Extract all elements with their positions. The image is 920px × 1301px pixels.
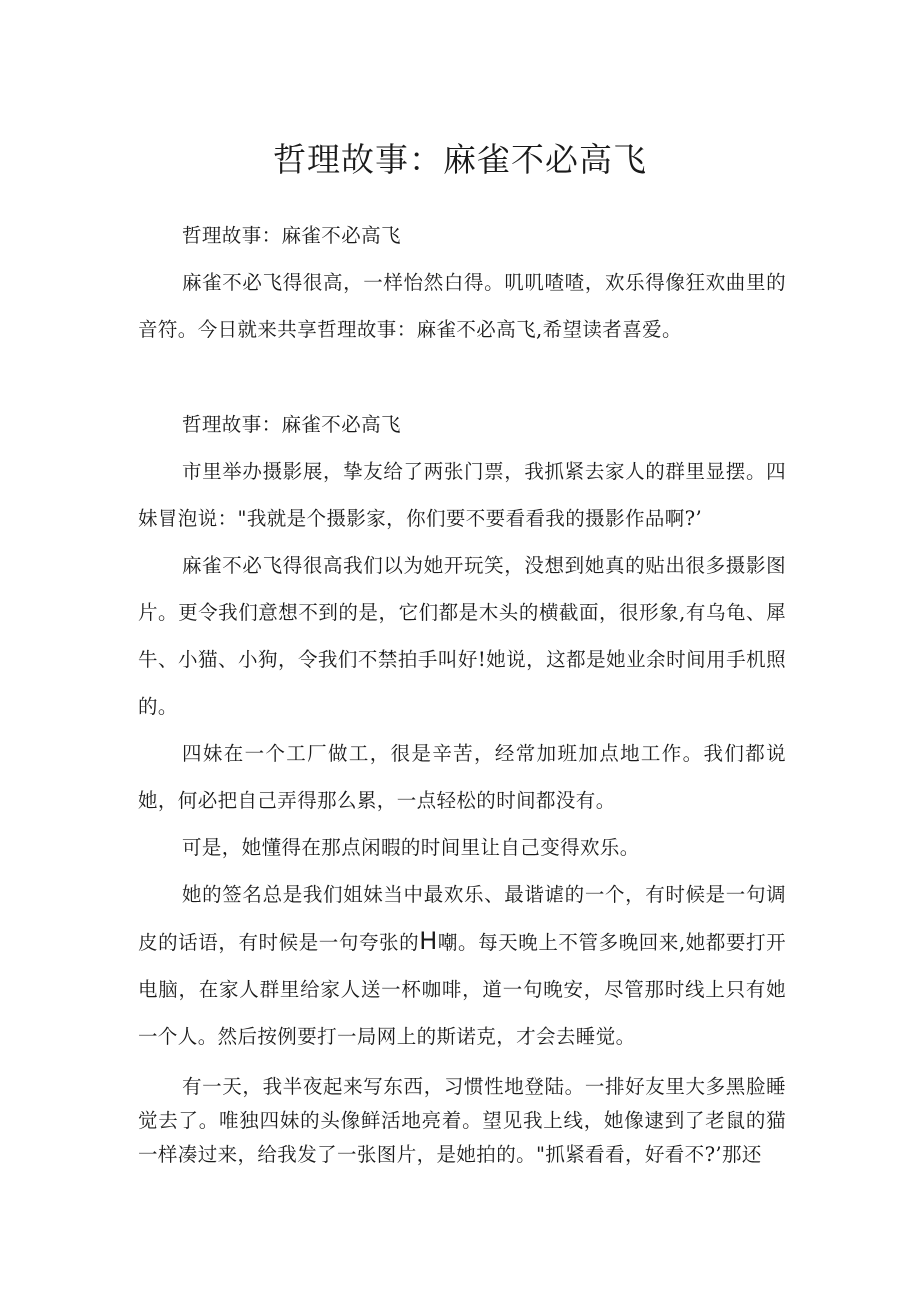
- signature-glyph: H: [419, 927, 438, 955]
- paragraph-signature: [138, 871, 786, 1060]
- paragraph-photo-exhibition: 市里举办摄影展，挚友给了两张门票，我抓紧去家人的群里显摆。四妹冒泡说："我就是个摄影家，你们要不要看看我的摄影作品啊?’: [138, 460, 786, 530]
- document-title: 哲理故事：麻雀不必高飞: [273, 140, 647, 179]
- paragraph-subtitle-1: 哲理故事：麻雀不必高飞: [182, 224, 401, 247]
- document-body: [138, 212, 786, 1172]
- paragraph-factory-work: 四妹在一个工厂做工，很是辛苦，经常加班加点地工作。我们都说她，何必把自己弄得那么累，一点轻松的时间都没有。: [138, 742, 786, 812]
- signature-text-end: 嘲。每天晚上不管多晚回来,她都要打开电脑，在家人群里给家人送一杯咖啡，道一句晚安，尽管那时线上只有她一个人。然后按例要打一局网上的斯诺克，才会去睡觉。: [138, 931, 786, 1048]
- paragraph-wood-photos: 麻雀不必飞得很高我们以为她开玩笑，没想到她真的贴出很多摄影图片。更令我们意想不到的是，它们都是木头的横截面，很形象,有乌龟、犀牛、小猫、小狗，令我们不禁拍手叫好!她说，这都是她业余时间用手机照的。: [138, 554, 786, 718]
- paragraph-gap: [138, 353, 786, 401]
- paragraph-midnight: 有一天，我半夜起来写东西，习惯性地登陆。一排好友里大多黑脸睡觉去了。唯独四妹的头像鲜活地亮着。望见我上线，她像逮到了老鼠的猫一样凑过来，给我发了一张图片，是她拍的。"抓紧看看，好看不?’那还: [138, 1075, 786, 1166]
- signature-text-start: 她的签名总是我们姐妹当中最欢乐、最谐谑的一个，有时候是一句调皮的话语，有时候是一句夸张的: [138, 883, 786, 954]
- paragraph-intro: 麻雀不必飞得很高，一样怡然白得。叽叽喳喳，欢乐得像狂欢曲里的音符。今日就来共享哲理故事：麻雀不必高飞,希望读者喜爱。: [138, 271, 786, 341]
- paragraph-leisure: 可是，她懂得在那点闲暇的时间里让自己变得欢乐。: [182, 836, 640, 859]
- paragraph-subtitle-2: 哲理故事：麻雀不必高飞: [182, 413, 401, 436]
